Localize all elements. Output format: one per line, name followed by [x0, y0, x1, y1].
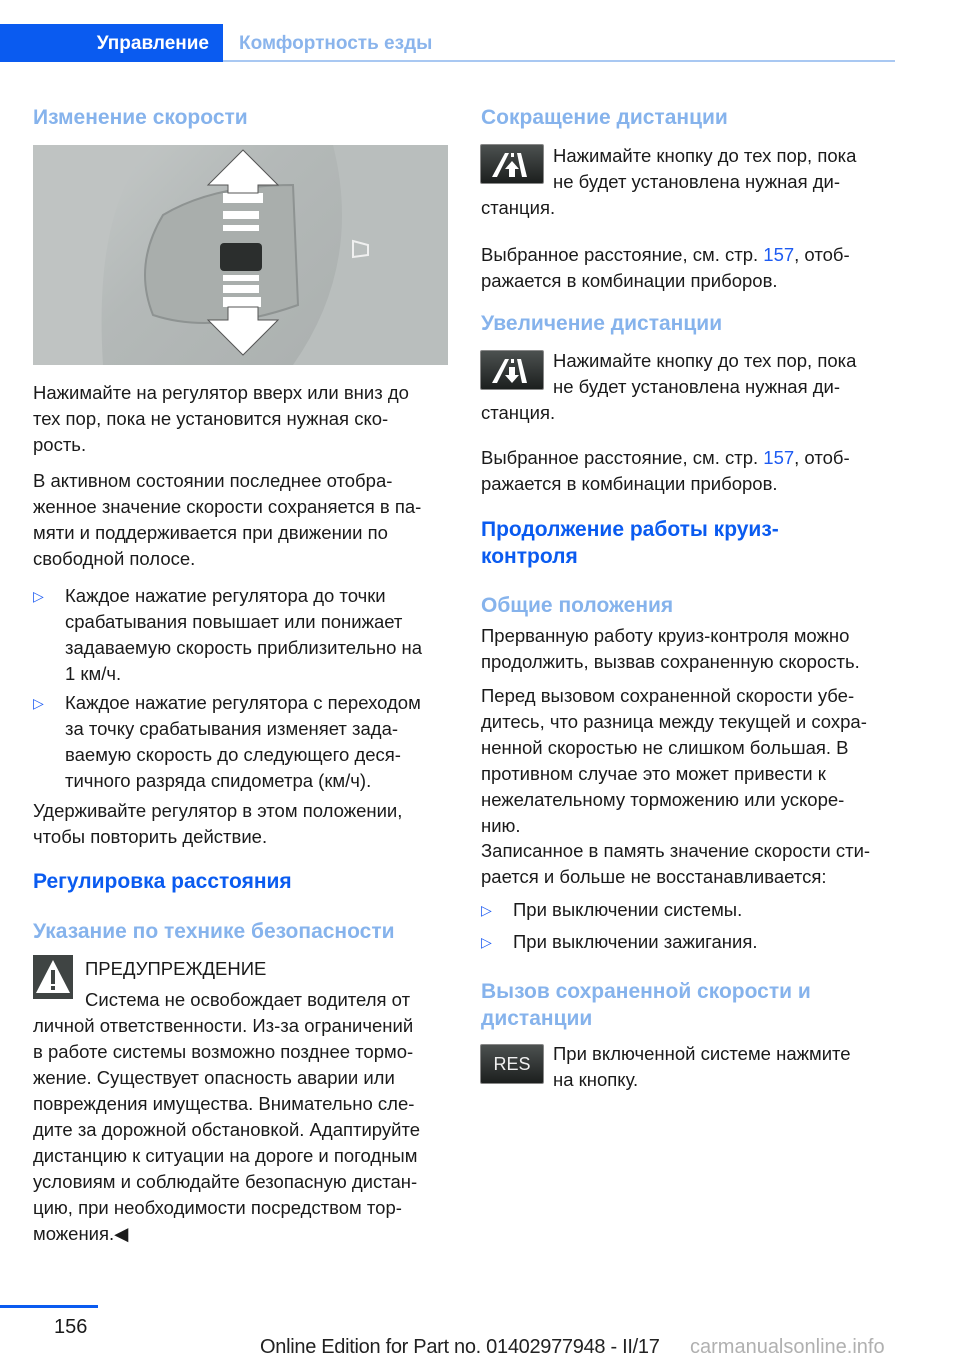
bullet-triangle-icon: ▷ [481, 934, 492, 950]
bullet-triangle-icon: ▷ [33, 588, 44, 604]
bullet-triangle-icon: ▷ [481, 902, 492, 918]
distance-increase-button-icon [480, 350, 544, 390]
steering-wheel-figure [33, 145, 448, 365]
page-link-157[interactable]: 157 [763, 244, 795, 265]
paragraph-press-regulator: Нажимайте на регулятор вверх или вниз до тех пор, пока не установится нужная ско- рость. [33, 382, 409, 455]
page-link-157[interactable]: 157 [763, 447, 795, 468]
heading-reduce-distance: Сокращение дистанции [481, 106, 728, 129]
increase-reference: Выбранное расстояние, см. стр. 157, отоб- ражается в комбинации приборов. [481, 447, 850, 494]
heading-general: Общие положения [481, 594, 674, 617]
page-header [0, 24, 895, 62]
section-tab-control[interactable]: Управление [0, 24, 223, 62]
header-divider [223, 60, 895, 62]
reduce-text-tail: станция. [481, 197, 556, 218]
watermark: carmanualsonline.info [690, 1336, 885, 1358]
footer-divider [0, 1305, 98, 1308]
warning-triangle-icon [33, 955, 73, 999]
section-tab-comfort[interactable]: Комфортность езды [239, 33, 433, 54]
heading-speed-change: Изменение скорости [33, 106, 248, 129]
heading-distance-control: Регулировка расстояния [33, 870, 292, 893]
list-item: ▷ Каждое нажатие регулятора до точки срабатывания повышает или понижает задаваемую скорость приблизительно на 1 км/ч. [33, 585, 423, 684]
increase-text-tail: станция. [481, 402, 556, 423]
edition-label: Online Edition for Part no. 01402977948 - II/17 [260, 1336, 660, 1358]
distance-reduce-button-icon [480, 144, 544, 184]
heading-recall-speed-distance: Вызов сохраненной скорости и дистанции [481, 980, 811, 1030]
reduce-reference: Выбранное расстояние, см. стр. 157, отоб- ражается в комбинации приборов. [481, 244, 850, 291]
recall-text: При включенной системе нажмите на кнопку. [553, 1043, 851, 1090]
heading-resume-cruise: Продолжение работы круиз- контроля [481, 518, 779, 568]
list-item: ▷ При выключении зажигания. [481, 929, 899, 955]
heading-safety-note: Указание по технике безопасности [33, 920, 395, 943]
paragraph-active-state: В активном состоянии последнее отобра- женное значение скорости сохраняется в па- мяти и поддерживается при движении по свободной полосе. [33, 470, 422, 569]
list-item: ▷ Каждое нажатие регулятора с переходом за точку срабатывания изменяет зада- ваемую скорость до следующего деся- тичного разряда спидометра (км/ч). [33, 692, 421, 791]
page-number: 156 [54, 1316, 88, 1338]
warning-title: ПРЕДУПРЕЖДЕНИЕ [85, 958, 267, 979]
res-button-icon: RES [480, 1044, 544, 1084]
before-recall-text: Перед вызовом сохраненной скорости убе- дитесь, что разница между текущей и сохра- ненной скоростью не слишком большая. В противном случае это может привести к нежелательному торможению или ускоре- нию. [481, 685, 867, 836]
erased-text: Записанное в память значение скорости сти- рается и больше не восстанавливается: [481, 840, 871, 887]
bullet-triangle-icon: ▷ [33, 695, 44, 711]
increase-text: Нажимайте кнопку до тех пор, пока не будет установлена нужная ди- [553, 350, 857, 397]
paragraph-hold-regulator: Удерживайте регулятор в этом положении, чтобы повторить действие. [33, 800, 403, 847]
warning-text: личной ответственности. Из-за ограничений в работе системы возможно позднее тормо- жение. Существует опасность аварии или повреждения имущества. Внимательно сле- дите за дорожной обстановкой. Адаптируйте дистанцию к ситуации на дороге и погодным условиям и соблюдайте безопасную дистан- цию, при необходимости посредством тор- можения.◀ [33, 1015, 421, 1244]
general-text: Прерванную работу круиз-контроля можно продолжить, вызвав сохраненную скорость. [481, 625, 860, 672]
list-item: ▷ При выключении системы. [481, 897, 899, 923]
heading-increase-distance: Увеличение дистанции [481, 312, 723, 335]
warning-line: Система не освобождает водителя от [85, 989, 411, 1010]
reduce-text: Нажимайте кнопку до тех пор, пока не будет установлена нужная ди- [553, 145, 857, 192]
steering-wheel-rocker-icon [33, 145, 448, 365]
